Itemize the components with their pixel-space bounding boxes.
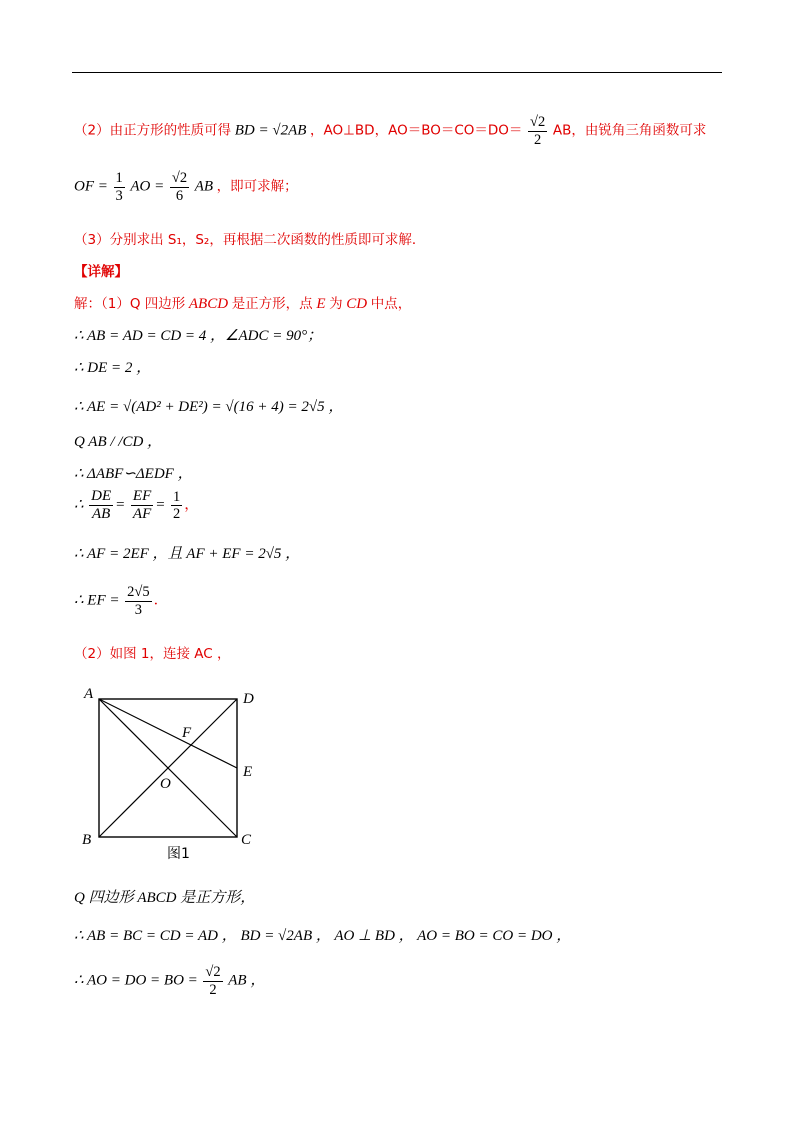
of-formula bbox=[74, 170, 298, 204]
label-b: B bbox=[82, 832, 92, 848]
line-square: Q 四边形 ABCD 是正方形， bbox=[74, 890, 256, 906]
frac-den: 6 bbox=[175, 187, 184, 204]
label-d: D bbox=[243, 691, 254, 707]
frac-num: √2 bbox=[530, 114, 546, 130]
detail-title: 【详解】 bbox=[74, 264, 128, 280]
sol1-e: E bbox=[316, 296, 326, 312]
ef-line: ∴ EF = $\frac{2√5}{3}$ ． bbox=[74, 584, 169, 618]
frac-num: 1 bbox=[173, 488, 181, 505]
frac-den: 3 bbox=[115, 187, 123, 204]
therefore: ∴ bbox=[74, 497, 84, 514]
frac-num: 1 bbox=[115, 170, 123, 186]
hint-3: （3）分别求出 S₁，S₂，再根据二次函数的性质即可求解． bbox=[74, 232, 426, 248]
ratio-line: ∴ $\frac{DE}{AB}$ = $\frac{EF}{AF}$ = $\frac{1}{2}$ ， bbox=[74, 488, 199, 523]
fraction-de-ab bbox=[89, 488, 113, 524]
ao-rhs: AB ， bbox=[228, 972, 266, 989]
of-tail: ，即可求解； bbox=[216, 178, 298, 195]
ao-lhs: ∴ AO = DO = BO = bbox=[74, 972, 198, 989]
frac-den: 2 bbox=[209, 981, 217, 998]
sol1-c: 是正方形，点 bbox=[231, 296, 313, 312]
fraction-sqrt2-over-2 bbox=[528, 114, 547, 148]
frac-den: AB bbox=[92, 506, 111, 523]
fraction-ao bbox=[203, 964, 222, 998]
line-af: ∴ AF = 2EF ，且 AF + EF = 2√5 ， bbox=[74, 546, 301, 562]
hint-2-bd: BD = √2AB bbox=[234, 122, 307, 139]
fraction-ef-af bbox=[131, 488, 153, 524]
frac-den: AF bbox=[132, 506, 152, 523]
figure-caption: 图1 bbox=[167, 846, 190, 862]
line-parallel: Q AB / /CD ， bbox=[74, 434, 163, 450]
line-de: ∴ DE = 2 ， bbox=[74, 360, 152, 376]
of-lhs: OF = bbox=[74, 178, 108, 195]
sol1-a: 解：（1）Q 四边形 bbox=[74, 296, 186, 312]
frac-num: √2 bbox=[205, 964, 221, 980]
sol1-cd: CD bbox=[346, 296, 368, 312]
hint-2 bbox=[74, 114, 706, 148]
label-a: A bbox=[84, 686, 94, 702]
frac-num: 2√5 bbox=[127, 584, 150, 600]
hint-2-text-a: （2）由正方形的性质可得 bbox=[74, 122, 232, 139]
label-e: E bbox=[243, 764, 253, 780]
segment-ae bbox=[99, 699, 237, 768]
sol1-abcd: ABCD bbox=[188, 296, 229, 312]
frac-num: √2 bbox=[171, 170, 188, 186]
sol1-g: 中点， bbox=[370, 296, 412, 312]
ao-line bbox=[74, 964, 265, 998]
label-o: O bbox=[160, 776, 171, 792]
ef-lhs: ∴ EF = bbox=[74, 592, 120, 609]
of-rhs: AB bbox=[194, 178, 214, 195]
label-c: C bbox=[241, 832, 252, 848]
frac-den: 3 bbox=[134, 601, 142, 618]
line-similar: ∴ ΔABF∽ΔEDF ， bbox=[74, 466, 193, 482]
frac-den: 2 bbox=[534, 131, 542, 148]
solution-1 bbox=[74, 292, 411, 313]
fraction-sqrt2-6 bbox=[170, 170, 189, 204]
line-ae: ∴ AE = √(AD² + DE²) = √(16 + 4) = 2√5 ， bbox=[74, 399, 344, 415]
part2-figure-intro: （2）如图 1，连接 AC ， bbox=[74, 646, 231, 662]
header-rule bbox=[72, 72, 722, 73]
frac-den: 2 bbox=[173, 506, 181, 523]
line-equalities: ∴ AB = BC = CD = AD ， BD = √2AB ， AO ⊥ BD ， AO = BO = CO = DO ， bbox=[74, 928, 572, 944]
fraction-ef bbox=[125, 584, 151, 618]
frac-num: EF bbox=[131, 488, 153, 506]
line-ab: ∴ AB = AD = CD = 4 ，∠ADC = 90°； bbox=[74, 328, 323, 344]
fraction-1-2 bbox=[171, 489, 182, 523]
hint-2-text-c: AB，由锐角三角函数可求 bbox=[552, 122, 707, 139]
of-mid: AO = bbox=[130, 178, 165, 195]
sol1-wei: 为 bbox=[329, 296, 343, 312]
label-f: F bbox=[182, 725, 192, 741]
hint-2-text-b: ，AO⊥BD，AO＝BO＝CO＝DO＝ bbox=[310, 122, 523, 139]
fraction-1-3 bbox=[114, 170, 125, 204]
square-figure bbox=[74, 682, 274, 867]
frac-num: DE bbox=[89, 488, 113, 506]
